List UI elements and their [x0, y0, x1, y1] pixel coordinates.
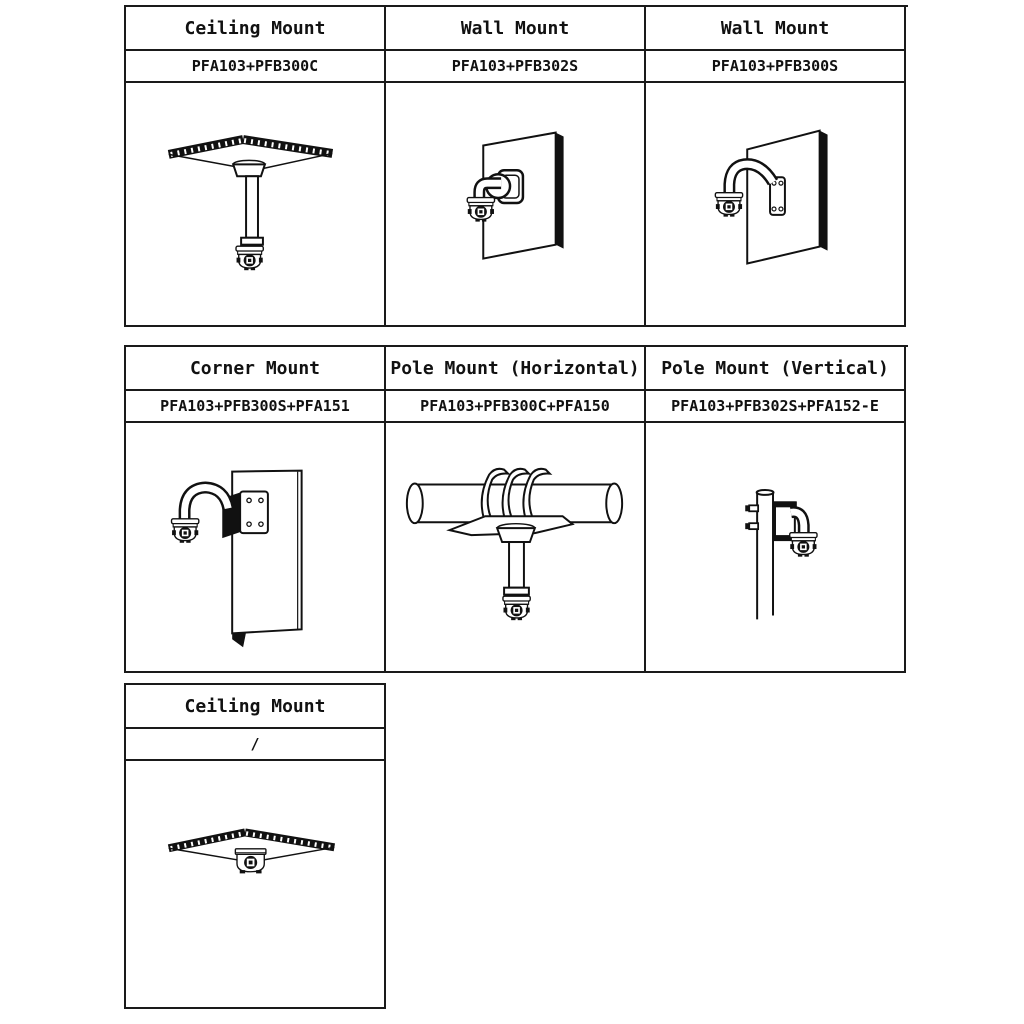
- ptz-camera-icon: [236, 246, 263, 270]
- figure-ceiling-direct-mount: [126, 761, 386, 1009]
- mount-title: Ceiling Mount: [126, 685, 386, 729]
- pole-bracket-icon: [450, 516, 573, 594]
- pendant-pole-icon: [233, 160, 265, 244]
- mount-title: Wall Mount: [386, 7, 646, 51]
- mount-part-number: PFA103+PFB300C+PFA150: [386, 391, 646, 423]
- ptz-camera-icon: [503, 596, 530, 620]
- ptz-camera-icon: [235, 849, 266, 874]
- figure-corner-mount: [126, 423, 386, 673]
- figure-wall-mount-elbow: [386, 83, 646, 327]
- ptz-camera-icon: [172, 519, 199, 543]
- mount-title: Ceiling Mount: [126, 7, 386, 51]
- mount-part-number: PFA103+PFB302S: [386, 51, 646, 83]
- mount-title: Wall Mount: [646, 7, 906, 51]
- figure-pole-mount-horizontal: [386, 423, 646, 673]
- figure-wall-mount-gooseneck: [646, 83, 906, 327]
- mount-part-number: PFA103+PFB300C: [126, 51, 386, 83]
- figure-pole-mount-vertical: [646, 423, 906, 673]
- mount-table-section-2: [124, 345, 908, 673]
- mount-part-number: PFA103+PFB300S: [646, 51, 906, 83]
- mount-part-number: PFA103+PFB300S+PFA151: [126, 391, 386, 423]
- figure-ceiling-pendant-mount: [126, 83, 386, 327]
- mount-part-number: PFA103+PFB302S+PFA152-E: [646, 391, 906, 423]
- mount-table-section-3: [124, 683, 386, 1009]
- wall-panel-icon: [747, 131, 827, 264]
- mount-table-section-1: [124, 5, 908, 327]
- mount-part-number: /: [126, 729, 386, 761]
- vertical-pole-icon: [757, 490, 774, 619]
- ptz-camera-icon: [715, 193, 742, 217]
- mount-title: Pole Mount (Vertical): [646, 347, 906, 391]
- ptz-camera-icon: [790, 533, 817, 557]
- mount-title: Pole Mount (Horizontal): [386, 347, 646, 391]
- mount-title: Corner Mount: [126, 347, 386, 391]
